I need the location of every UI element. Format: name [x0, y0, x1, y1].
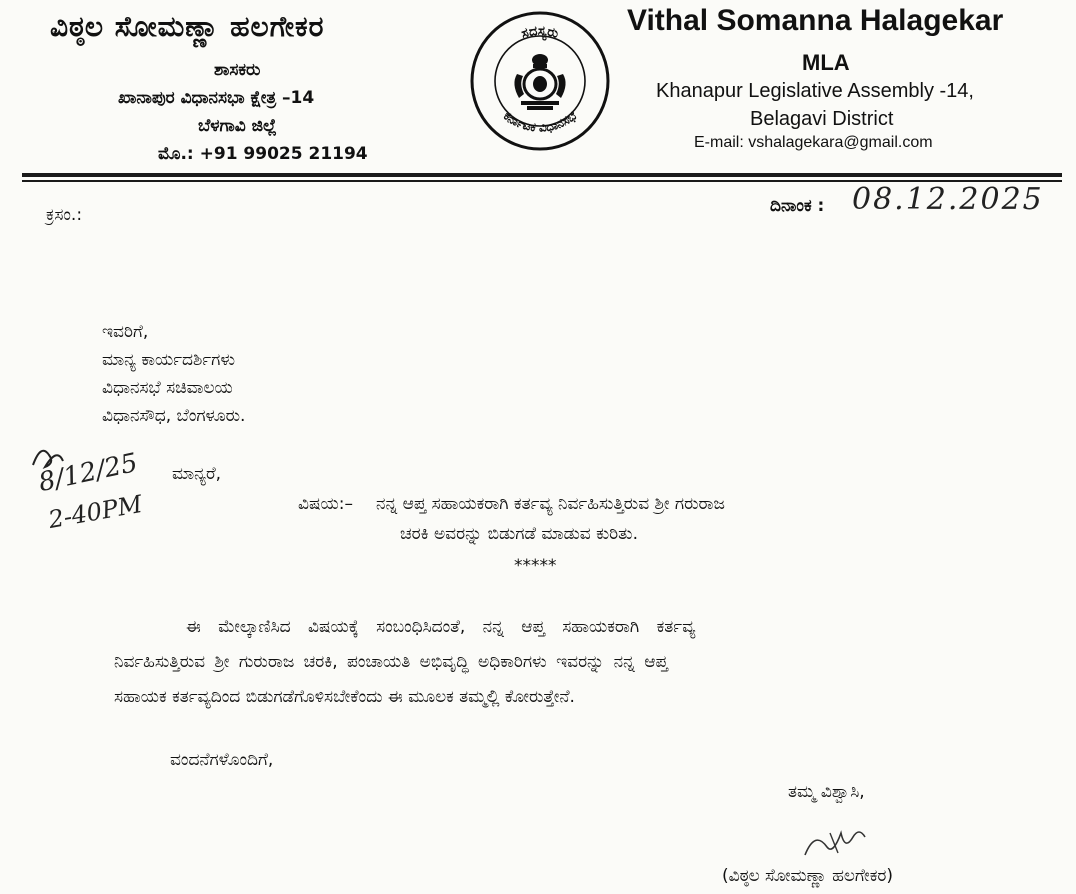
subject-separator: *****	[514, 556, 557, 576]
seal-bottom-text: ಕರ್ನಾಟಕ ವಿಧಾನಸಭೆ	[500, 108, 580, 135]
assembly-seal	[467, 8, 613, 154]
kannada-district: ಬೆಳಗಾವಿ ಜಿಲ್ಲೆ	[198, 116, 277, 136]
subject-line-1: ನನ್ನ ಆಪ್ತ ಸಹಾಯಕರಾಗಿ ಕರ್ತವ್ಯ ನಿರ್ವಹಿಸುತ್ತಿರುವ ಶ್ರೀ ಗರುರಾಜ	[376, 494, 725, 514]
subject-label: ವಿಷಯ:–	[298, 494, 353, 514]
signature-icon	[800, 815, 880, 865]
english-name-heading: Vithal Somanna Halagekar	[627, 4, 1004, 37]
closing-regards: ವಂದನೆಗಳೊಂದಿಗೆ,	[170, 750, 274, 770]
header-rule-thick	[22, 173, 1062, 177]
kannada-phone: ಮೊ.: +91 99025 21194	[158, 144, 368, 164]
recipient-line-4: ವಿಧಾನಸೌಧ, ಬೆಂಗಳೂರು.	[102, 406, 246, 426]
kannada-constituency: ಖಾನಾಪುರ ವಿಧಾನಸಭಾ ಕ್ಷೇತ್ರ –14	[118, 88, 315, 108]
recipient-line-2: ಮಾನ್ಯ ಕಾರ್ಯದರ್ಶಿಗಳು	[102, 350, 235, 370]
svg-text:ಕರ್ನಾಟಕ ವಿಧಾನಸಭೆ	[501, 108, 580, 134]
kannada-title: ಶಾಸಕರು	[214, 60, 261, 80]
recipient-line-1: ಇವರಿಗೆ,	[102, 322, 149, 342]
body-line-3: ಸಹಾಯಕ ಕರ್ತವ್ಯದಿಂದ ಬಿಡುಗಡೆಗೊಳಿಸಬೇಕೆಂದು ಈ ಮೂಲಕ ತಮ್ಮಲ್ಲಿ ಕೋರುತ್ತೇನೆ.	[114, 687, 575, 707]
kannada-name-heading: ವಿಠ್ಠಲ ಸೋಮಣ್ಣಾ ಹಲಗೇಕರ	[50, 10, 325, 43]
reference-number-label: ಕ್ರಸಂ.:	[46, 205, 83, 225]
english-email: E-mail: vshalagekara@gmail.com	[694, 134, 933, 151]
recipient-line-3: ವಿಧಾನಸಭೆ ಸಚಿವಾಲಯ	[102, 378, 233, 398]
date-label: ದಿನಾಂಕ :	[770, 196, 825, 216]
date-value: 08.12.2025	[852, 182, 1044, 217]
receipt-date: 8/12/25	[35, 447, 141, 499]
seal-emblem-icon	[467, 8, 613, 154]
english-title: MLA	[802, 50, 850, 75]
seal-top-text: ಸದಸ್ಯರು	[519, 23, 560, 42]
receipt-time: 2-40PM	[46, 489, 145, 535]
body-line-1: ಈ ಮೇಲ್ಕಾಣಿಸಿದ ವಿಷಯಕ್ಕೆ ಸಂಬಂಧಿಸಿದಂತೆ, ನನ್ನ ಆಪ್ತ ಸಹಾಯಕರಾಗಿ ಕರ್ತವ್ಯ	[186, 617, 696, 637]
salutation: ಮಾನ್ಯರೆ,	[172, 464, 222, 484]
body-line-2: ನಿರ್ವಹಿಸುತ್ತಿರುವ ಶ್ರೀ ಗುರುರಾಜ ಚರಕಿ, ಪಂಚಾಯತಿ ಅಭಿವೃದ್ಧಿ ಅಧಿಕಾರಿಗಳು ಇವರನ್ನು ನನ್ನ ಆಪ್ತ	[114, 652, 668, 672]
english-constituency: Khanapur Legislative Assembly -14,	[656, 80, 974, 102]
signature	[800, 815, 880, 869]
closing-yours: ತಮ್ಮ ವಿಶ್ವಾಸಿ,	[788, 782, 865, 802]
signatory-name: (ವಿಠ್ಠಲ ಸೋಮಣ್ಣಾ ಹಲಗೇಕರ)	[722, 866, 893, 886]
subject-line-2: ಚರಕಿ ಅವರನ್ನು ಬಿಡುಗಡೆ ಮಾಡುವ ಕುರಿತು.	[400, 524, 638, 544]
english-district: Belagavi District	[750, 108, 894, 130]
svg-text:ಸದಸ್ಯರು	[520, 24, 560, 42]
